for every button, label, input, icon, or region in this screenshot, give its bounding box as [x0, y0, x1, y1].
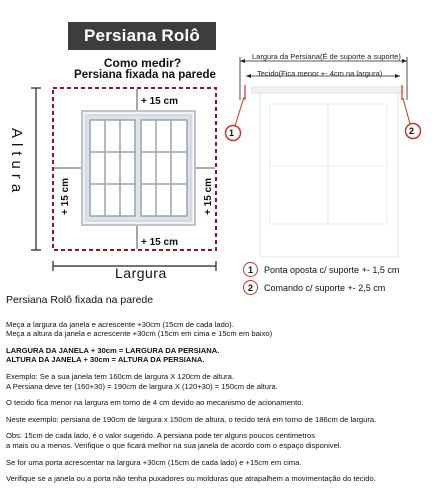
note-line: Obs: 15cm de cada lado, é o valor sugerido. A persiana pode ter alguns poucos centimetros — [6, 431, 315, 441]
subtitle: Como medir? — [103, 56, 182, 70]
marker-1-number: 1 — [229, 128, 235, 138]
roller-bar — [252, 87, 404, 93]
legend-item-1 — [243, 262, 399, 277]
bottom-offset-label: + 15 cm — [141, 237, 178, 248]
example-line: Exemplo: Se a sua janela tem 160cm de largura X 120cm de altura. — [6, 371, 234, 381]
subtitle-mounting: Persiana fixada na parede — [74, 69, 216, 81]
right-offset-label: + 15 cm — [203, 178, 214, 215]
instruction-line: Verifique se a janela ou a porta não tenha puxadores ou molduras que atrapalhem a movimentação do tecido. — [6, 474, 376, 484]
marker-2-number: 2 — [409, 126, 415, 136]
instructions-title: Persiana Rolô fixada na parede — [6, 294, 154, 306]
instruction-line: Se for uma porta acrescentar na largura +30cm (15cm de cada lado) e +15cm em cima. — [6, 457, 302, 467]
left-offset-label: + 15 cm — [60, 178, 71, 215]
top-offset-label: + 15 cm — [141, 96, 178, 107]
height-label: Altura — [8, 128, 25, 198]
example-line: A Persiana deve ter (160+30) = 190cm de largura X (120+30) = 150cm de altura. — [6, 381, 278, 391]
legend-number-2: 2 — [243, 280, 258, 295]
instruction-line: Neste exemplo: persiana de 190cm de largura x 150cm de altura, o tecido terá em torno de 186cm de largura. — [6, 414, 377, 424]
fabric-width-label: Tecido(Fica menor +- 4cm na largura) — [257, 69, 383, 78]
formula-width: LARGURA DA JANELA + 30cm = LARGURA DA PERSIANA. — [6, 345, 220, 355]
width-label: Largura — [115, 265, 167, 281]
legend-text-2: Comando c/ suporte +- 2,5 cm — [264, 282, 386, 293]
formula-height: ALTURA DA JANELA + 30cm = ALTURA DA PERSIANA. — [6, 355, 205, 365]
instruction-line: Meça a largura da janela e acrescente +30cm (15cm de cada lado). — [6, 319, 234, 329]
instruction-line: O tecido fica menor na largura em torno de 4 cm devido ao mecanismo de acionamento. — [6, 398, 304, 408]
instructions — [6, 296, 441, 484]
page-title: Persiana Rolô — [68, 22, 216, 50]
legend-item-2 — [243, 280, 385, 295]
window-left-sash — [90, 120, 135, 216]
legend-text-1: Ponta oposta c/ suporte +- 1,5 cm — [264, 264, 400, 275]
blind-width-label: Largura da Persiana(É de suporte a suporte) — [252, 52, 401, 61]
window-right-sash — [141, 120, 187, 216]
note-line: a mais ou a menos. Verifique o que ficará melhor na sua janela de acordo com o espaço disponivel. — [6, 440, 342, 450]
instruction-line: Meça a altura da janela e acrescente +30cm (15cm em cima e 15cm em baixo) — [6, 329, 273, 339]
legend-number-1: 1 — [243, 262, 258, 277]
